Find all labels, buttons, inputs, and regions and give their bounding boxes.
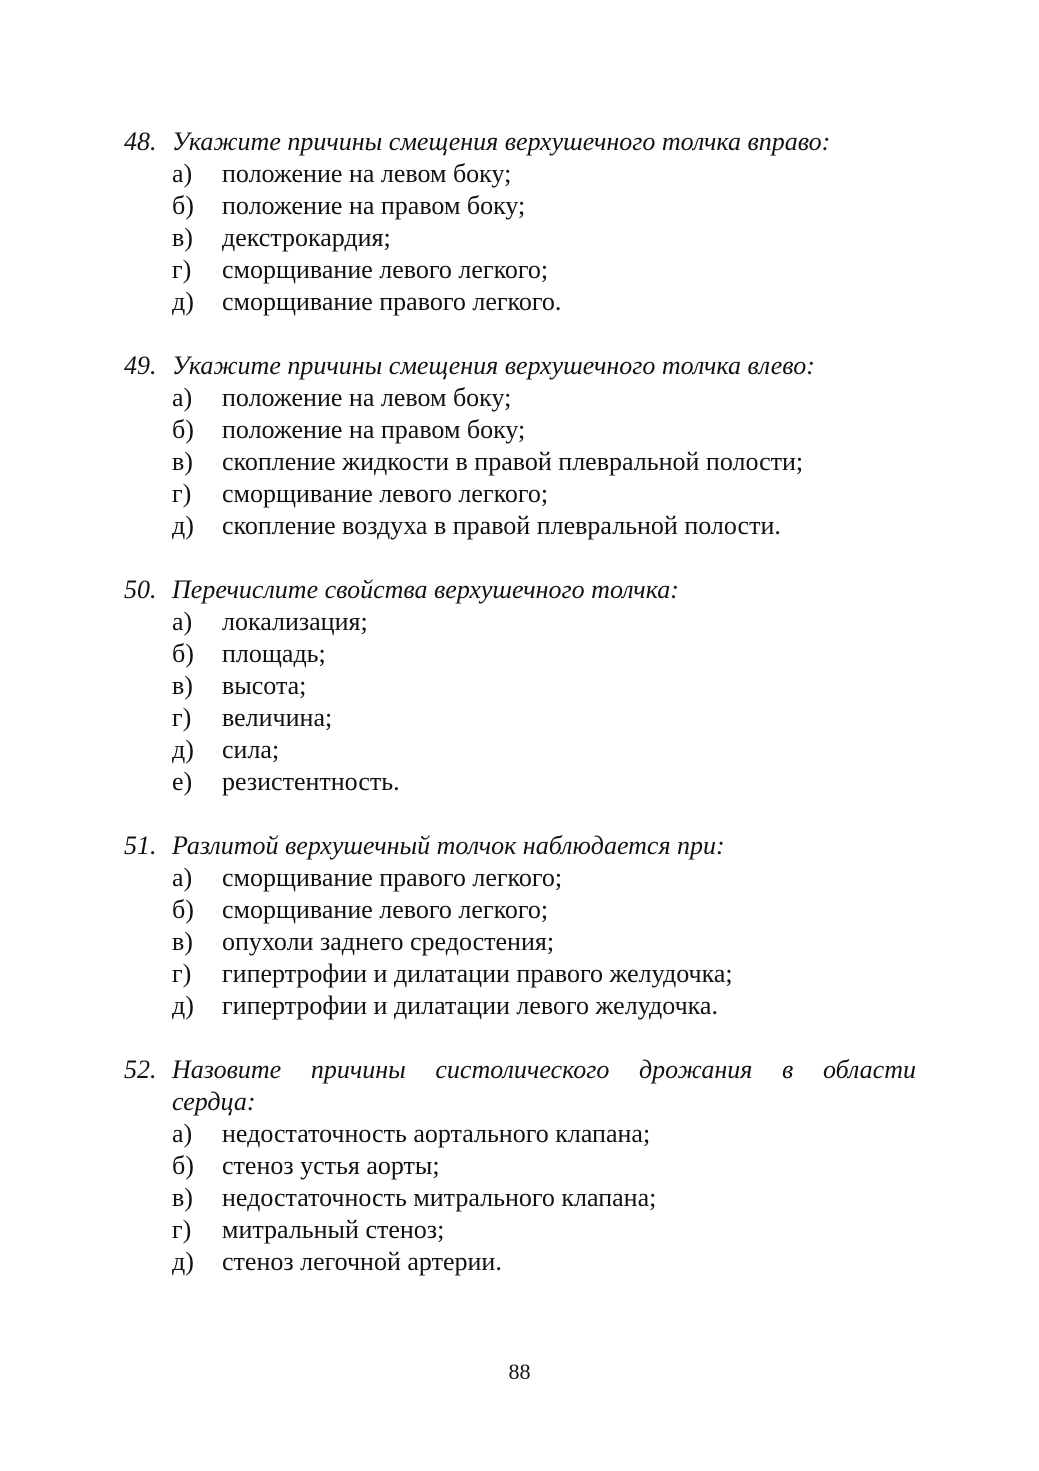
option-text: сморщивание левого легкого; (222, 895, 549, 924)
answer-option (172, 254, 916, 286)
option-text: гипертрофии и дилатации правого желудочка; (222, 959, 733, 988)
answer-options (124, 158, 916, 318)
option-label: д) (172, 511, 194, 540)
option-label: г) (172, 959, 192, 988)
answer-option (172, 990, 916, 1022)
option-label: г) (172, 703, 192, 732)
option-label: д) (172, 735, 194, 764)
answer-options (124, 862, 916, 1022)
option-text: сморщивание левого легкого; (222, 479, 549, 508)
option-label: д) (172, 1247, 194, 1276)
question-number: 52. (124, 1055, 157, 1084)
answer-option (172, 1214, 916, 1246)
option-text: величина; (222, 703, 333, 732)
option-label: в) (172, 927, 193, 956)
option-label: г) (172, 1215, 192, 1244)
answer-options (124, 1118, 916, 1278)
option-label: а) (172, 1119, 193, 1148)
question-text: Перечислите свойства верхушечного толчка: (172, 575, 679, 604)
question-49 (124, 350, 916, 542)
answer-option (172, 190, 916, 222)
option-label: б) (172, 191, 194, 220)
question-list (124, 126, 916, 1310)
option-label: г) (172, 255, 192, 284)
question-number: 49. (124, 351, 157, 380)
option-label: в) (172, 223, 193, 252)
option-text: недостаточность митрального клапана; (222, 1183, 657, 1212)
question-52 (124, 1054, 916, 1278)
question-text: Укажите причины смещения верхушечного толчка вправо: (172, 127, 831, 156)
answer-options (124, 606, 916, 798)
option-label: в) (172, 447, 193, 476)
answer-option (172, 958, 916, 990)
question-48 (124, 126, 916, 318)
option-text: положение на правом боку; (222, 415, 526, 444)
question-text: Разлитой верхушечный толчок наблюдается при: (172, 831, 725, 860)
option-text: скопление жидкости в правой плевральной полости; (222, 447, 804, 476)
option-text: гипертрофии и дилатации левого желудочка. (222, 991, 718, 1020)
option-text: сморщивание левого легкого; (222, 255, 549, 284)
answer-option (172, 926, 916, 958)
answer-option (172, 1118, 916, 1150)
option-label: г) (172, 479, 192, 508)
option-text: стеноз устья аорты; (222, 1151, 440, 1180)
question-heading (124, 830, 916, 862)
question-50 (124, 574, 916, 798)
question-text-continued: сердца: (172, 1087, 256, 1116)
question-51 (124, 830, 916, 1022)
question-text: Укажите причины смещения верхушечного толчка влево: (172, 351, 815, 380)
question-heading (124, 574, 916, 606)
question-number: 48. (124, 127, 157, 156)
answer-option (172, 382, 916, 414)
option-text: недостаточность аортального клапана; (222, 1119, 651, 1148)
option-label: в) (172, 1183, 193, 1212)
answer-option (172, 1246, 916, 1278)
option-text: митральный стеноз; (222, 1215, 445, 1244)
option-text: резистентность. (222, 767, 400, 796)
option-label: а) (172, 383, 193, 412)
answer-option (172, 286, 916, 318)
option-text: стеноз легочной артерии. (222, 1247, 502, 1276)
answer-option (172, 862, 916, 894)
answer-option (172, 446, 916, 478)
option-label: б) (172, 415, 194, 444)
option-text: положение на правом боку; (222, 191, 526, 220)
option-label: е) (172, 767, 193, 796)
option-text: положение на левом боку; (222, 383, 512, 412)
answer-option (172, 606, 916, 638)
option-text: декстрокардия; (222, 223, 391, 252)
question-heading (124, 126, 916, 158)
option-text: положение на левом боку; (222, 159, 512, 188)
answer-option (172, 158, 916, 190)
question-heading (124, 350, 916, 382)
answer-option (172, 222, 916, 254)
answer-options (124, 382, 916, 542)
option-text: сила; (222, 735, 280, 764)
question-text: Назовите причины систолического дрожания в области (172, 1055, 916, 1084)
answer-option (172, 894, 916, 926)
option-text: локализация; (222, 607, 368, 636)
option-text: опухоли заднего средостения; (222, 927, 555, 956)
option-label: д) (172, 287, 194, 316)
option-label: а) (172, 863, 193, 892)
option-text: сморщивание правого легкого; (222, 863, 563, 892)
option-label: б) (172, 639, 194, 668)
answer-option (172, 1150, 916, 1182)
answer-option (172, 766, 916, 798)
option-label: д) (172, 991, 194, 1020)
answer-option (172, 638, 916, 670)
option-text: площадь; (222, 639, 326, 668)
option-text: сморщивание правого легкого. (222, 287, 562, 316)
option-text: скопление воздуха в правой плевральной полости. (222, 511, 781, 540)
question-number: 51. (124, 831, 157, 860)
answer-option (172, 702, 916, 734)
answer-option (172, 510, 916, 542)
answer-option (172, 478, 916, 510)
answer-option (172, 414, 916, 446)
page-number: 88 (508, 1359, 531, 1384)
option-label: а) (172, 159, 193, 188)
answer-option (172, 1182, 916, 1214)
option-label: в) (172, 671, 193, 700)
question-heading (124, 1054, 916, 1086)
answer-option (172, 734, 916, 766)
answer-option (172, 670, 916, 702)
option-label: б) (172, 895, 194, 924)
option-text: высота; (222, 671, 307, 700)
question-number: 50. (124, 575, 157, 604)
option-label: б) (172, 1151, 194, 1180)
option-label: а) (172, 607, 193, 636)
